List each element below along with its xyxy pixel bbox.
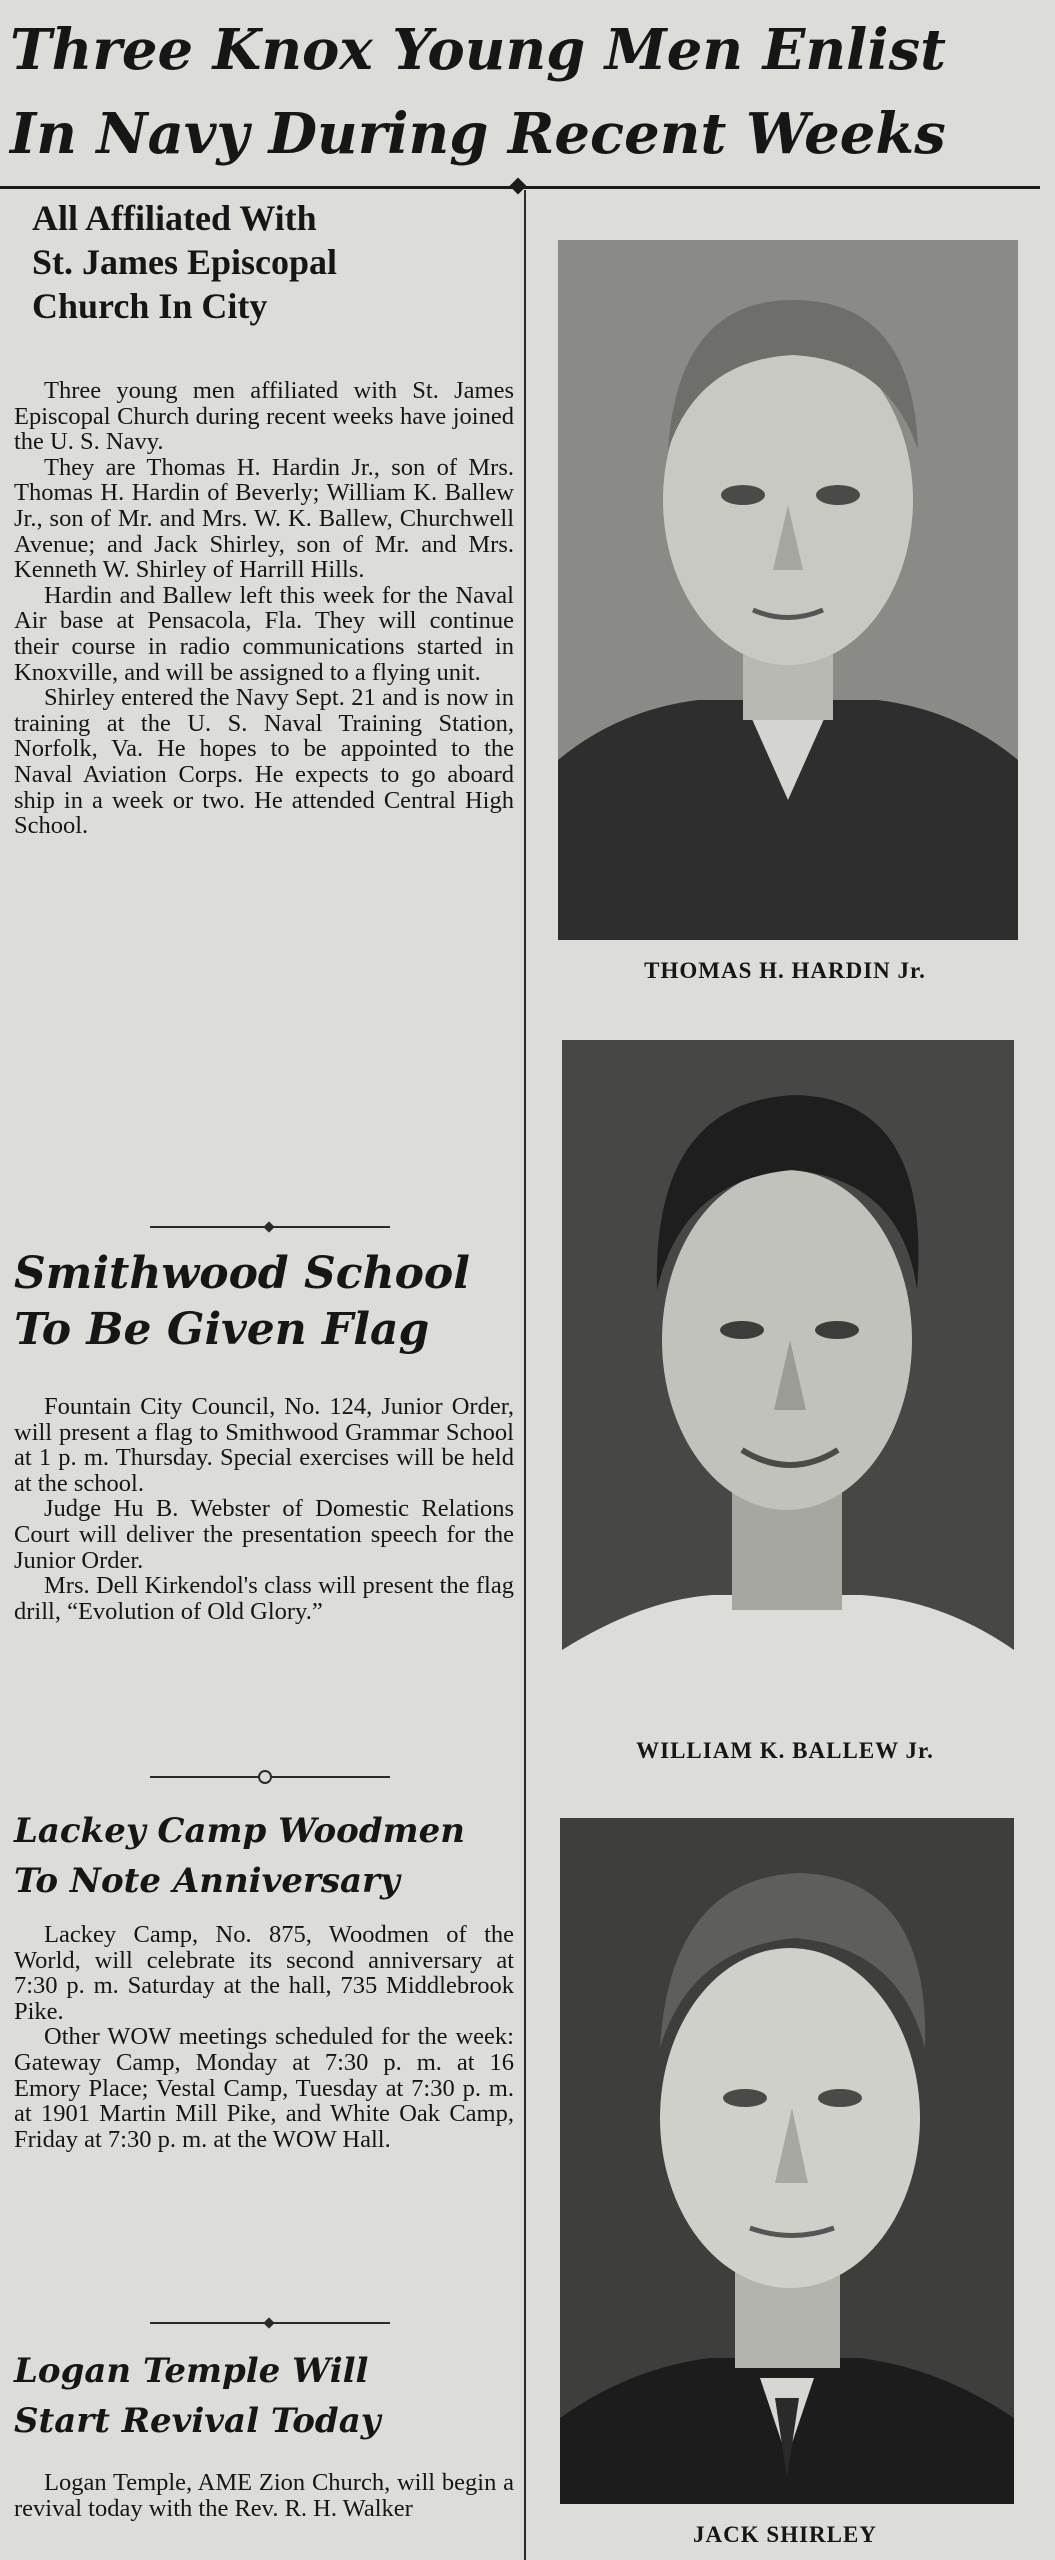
headline-line: Logan Temple Will — [14, 2351, 369, 2391]
headline-line: Smithwood School — [14, 1248, 470, 1299]
photo-caption: WILLIAM K. BALLEW Jr. — [636, 1738, 934, 1763]
headline-line-2: In Navy During Recent Weeks — [10, 101, 946, 167]
article-headline — [14, 1806, 514, 1906]
paragraph: Other WOW meetings scheduled for the week: Gateway Camp, Monday at 7:30 p. m. at 16 Emory Place; Vestal Camp, Tuesday at 7:30 p. m. at 1901 Martin Mill Pike, and White Oak Camp, Friday at 7:30 p. m. at the WOW Hall. — [14, 2023, 514, 2153]
main-headline — [10, 8, 1045, 176]
portrait-illustration — [562, 1040, 1014, 1740]
paragraph: Mrs. Dell Kirkendol's class will present the flag drill, “Evolution of Old Glory.” — [14, 1572, 514, 1625]
portrait-photo-hardin — [558, 240, 1018, 940]
portrait-illustration — [560, 1818, 1014, 2504]
paragraph: They are Thomas H. Hardin Jr., son of Mrs. Thomas H. Hardin of Beverly; William K. Ballew Jr., son of Mr. and Mrs. W. K. Ballew, Churchwell Avenue; and Jack Shirley, son of Mr. and Mrs. Kenneth W. Shirley of Harrill Hills. — [14, 453, 514, 584]
column-divider — [524, 190, 526, 2560]
subhead-line: St. James Episcopal — [32, 242, 338, 282]
headline-line: To Note Anniversary — [14, 1861, 400, 1901]
paragraph: Hardin and Ballew left this week for the Naval Air base at Pensacola, Fla. They will continue their course in radio communications started in Knoxville, and will be assigned to a flying unit. — [14, 581, 514, 686]
photo-caption: THOMAS H. HARDIN Jr. — [644, 958, 926, 983]
paragraph: Three young men affiliated with St. James Episcopal Church during recent weeks have joined the U. S. Navy. — [14, 377, 514, 456]
subhead-line: Church In City — [32, 286, 268, 326]
headline-line: Start Revival Today — [14, 2401, 381, 2441]
paragraph: Logan Temple, AME Zion Church, will begin a revival today with the Rev. R. H. Walker — [14, 2469, 514, 2522]
article-body — [14, 2470, 514, 2521]
photo-caption: JACK SHIRLEY — [693, 2522, 877, 2547]
paragraph: Fountain City Council, No. 124, Junior Order, will present a flag to Smithwood Grammar School at 1 p. m. Thursday. Special exercises will be held at the school. — [14, 1393, 514, 1497]
paragraph: Shirley entered the Navy Sept. 21 and is now in training at the U. S. Naval Training Station, Norfolk, Va. He hopes to be appointed to the Naval Aviation Corps. He expects to go aboard ship in a week or two. He attended Central High School. — [14, 684, 514, 840]
article-body — [14, 1394, 514, 1624]
paragraph: Judge Hu B. Webster of Domestic Relations Court will deliver the presentation speech for the Junior Order. — [14, 1495, 514, 1574]
portrait-photo-ballew — [562, 1040, 1014, 1740]
divider-ornament — [258, 1770, 272, 1784]
divider-ornament — [263, 2317, 274, 2328]
headline-line: Lackey Camp Woodmen — [14, 1811, 465, 1851]
headline-line-1: Three Knox Young Men Enlist — [10, 17, 946, 83]
portrait-illustration — [558, 240, 1018, 940]
portrait-photo-shirley — [560, 1818, 1014, 2504]
paragraph: Lackey Camp, No. 875, Woodmen of the World, will celebrate its second anniversary at 7:30 p. m. Saturday at the hall, 735 Middlebrook Pike. — [14, 1921, 514, 2025]
article-body — [14, 378, 514, 839]
subhead-line: All Affiliated With — [32, 198, 317, 238]
article-headline — [14, 1246, 514, 1358]
article-subhead — [32, 196, 502, 328]
article-body — [14, 1922, 514, 2152]
headline-line: To Be Given Flag — [14, 1304, 430, 1355]
article-headline — [14, 2346, 514, 2446]
divider-ornament — [263, 1221, 274, 1232]
